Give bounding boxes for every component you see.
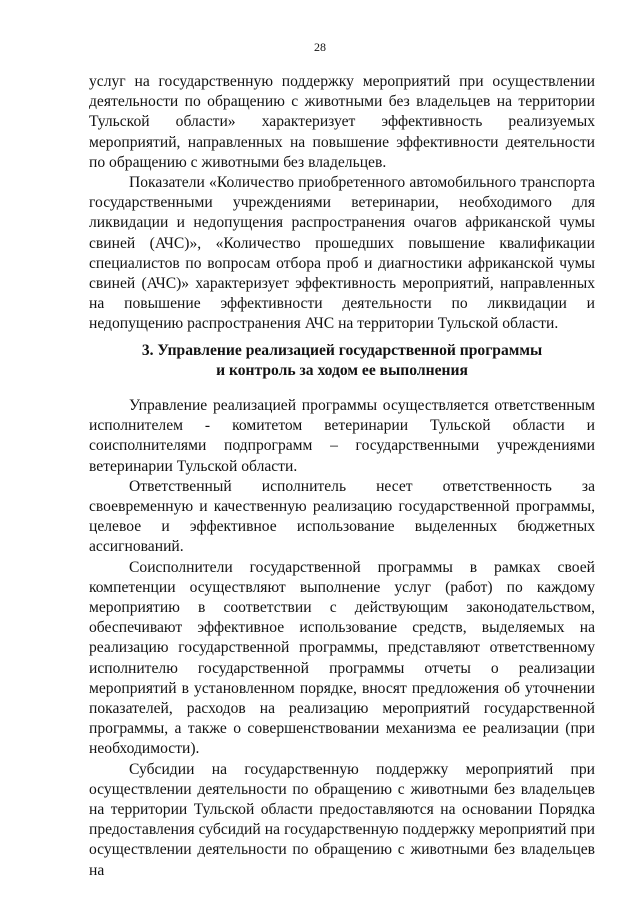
section-heading — [89, 341, 595, 381]
co-executors-paragraph: Соисполнители государственной программы в рамках своей компетенции осуществляют выполнение услуг (работ) по каждому мероприятию в соответствии с действующим законодательством, обеспечивают эффективное использование средств, выделяемых на реализацию государственной программы, представляют ответственному исполнителю государственной программы отчеты о реализации мероприятий в установленном порядке, вносят предложения об уточнении показателей, расходов на реализацию мероприятий государственной программы, а также о совершенствовании механизма ее реализации (при необходимости). — [89, 558, 595, 758]
subsidies-paragraph: Субсидии на государственную поддержку мероприятий при осуществлении деятельности по обращению с животными без владельцев на территории Тульской области предоставляются на основании Порядка предоставления субсидий на государственную поддержку мероприятий при осуществлении деятельности по обращению с животными без владельцев на — [89, 760, 595, 879]
responsibility-paragraph: Ответственный исполнитель несет ответственность за своевременную и качественную реализацию государственной программы, целевое и эффективное использование выделенных бюджетных ассигнований. — [89, 477, 595, 556]
section-heading-line-2: и контроль за ходом ее выполнения — [216, 362, 468, 379]
upper-text-block — [89, 72, 595, 335]
section-text-block — [89, 396, 595, 881]
page-number: 28 — [314, 40, 326, 54]
section-heading-line-1: 3. Управление реализацией государственной программы — [141, 342, 543, 359]
indicators-paragraph: Показатели «Количество приобретенного автомобильного транспорта государственными учреждениями ветеринарии, необходимого для ликвидации и недопущения распространения очагов африканской чумы свиней (АЧС)», «Количество прошедших повышение квалификации специалистов по вопросам отбора проб и диагностики африканской чумы свиней (АЧС)» характеризует эффективность мероприятий, направленных на повышение эффективности деятельности по ликвидации и недопущению распространения АЧС на территории Тульской области. — [89, 174, 595, 333]
continuation-paragraph: услуг на государственную поддержку мероприятий при осуществлении деятельности по обращению с животными без владельцев на территории Тульской области» характеризует эффективность реализуемых мероприятий, направленных на повышение эффективности деятельности по обращению с животными без владельцев. — [89, 73, 595, 171]
management-paragraph: Управление реализацией программы осуществляется ответственным исполнителем - комитетом ветеринарии Тульской области и соисполнителями подпрограмм – государственными учреждениями ветеринарии Тульской области. — [89, 397, 595, 475]
